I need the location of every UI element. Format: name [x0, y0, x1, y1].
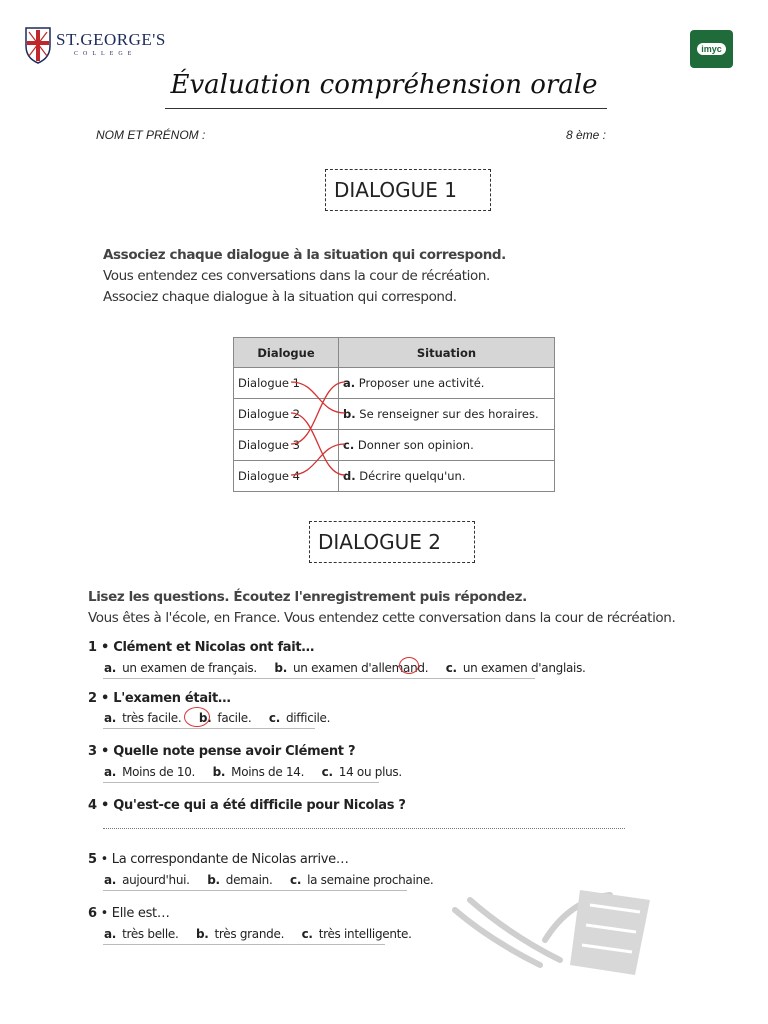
option-text[interactable]: un examen de français.	[122, 661, 257, 675]
match-line-4-c	[291, 444, 345, 475]
option-text[interactable]: un examen d'anglais.	[462, 661, 586, 675]
instruction-line: Vous êtes à l'école, en France. Vous entendez cette conversation dans la cour de récréation.	[88, 610, 676, 626]
question-number: 2	[88, 691, 97, 706]
question-6-options	[104, 927, 426, 941]
handwritten-match-lines	[233, 337, 555, 491]
table-header: Situation	[339, 338, 555, 368]
situation-text: Proposer une activité.	[358, 376, 485, 390]
option-letter: b.	[212, 765, 226, 779]
option-text[interactable]: Moins de 10.	[122, 765, 196, 779]
instruction-bold: Associez chaque dialogue à la situation qui correspond.	[103, 247, 506, 263]
option-letter: b.	[198, 711, 212, 725]
crest-icon	[24, 26, 52, 64]
question-3: 3 • Quelle note pense avoir Clément ?	[88, 744, 356, 759]
answer-circle-q2	[184, 707, 210, 727]
question-number: 1	[88, 640, 97, 655]
option-text[interactable]: très grande.	[214, 927, 285, 941]
question-6: 6 • Elle est…	[88, 906, 170, 921]
question-text: Quelle note pense avoir Clément ?	[113, 744, 356, 759]
option-text[interactable]: facile.	[217, 711, 252, 725]
option-text[interactable]: très intelligente.	[318, 927, 412, 941]
page-title: Évaluation compréhension orale	[170, 70, 598, 100]
situation-text: Se renseigner sur des horaires.	[359, 407, 539, 421]
option-text[interactable]: aujourd'hui.	[122, 873, 190, 887]
option-text[interactable]: un examen d'allemand.	[292, 661, 429, 675]
title-underline	[165, 108, 607, 109]
decorative-watermark-icon	[450, 880, 670, 980]
question-number: 5	[88, 852, 97, 867]
dialogue-1-instructions	[103, 245, 506, 308]
question-5-options	[104, 873, 447, 887]
option-letter: c.	[321, 765, 333, 779]
situation-letter: b.	[343, 407, 356, 421]
situation-letter: c.	[343, 438, 355, 452]
question-number: 6	[88, 906, 97, 921]
table-header: Dialogue	[234, 338, 339, 368]
dialogue-cell: Dialogue 1	[234, 368, 339, 399]
question-text: Qu'est-ce qui a été difficile pour Nicolas ?	[113, 798, 406, 813]
answer-line-q4[interactable]	[103, 828, 625, 829]
question-5: 5 • La correspondante de Nicolas arrive…	[88, 852, 349, 867]
question-4: 4 • Qu'est-ce qui a été difficile pour Nicolas ?	[88, 798, 406, 813]
question-underline	[103, 782, 379, 783]
question-underline	[103, 728, 315, 729]
option-letter: b.	[195, 927, 209, 941]
instruction-line: Associez chaque dialogue à la situation qui correspond.	[103, 289, 457, 305]
option-text[interactable]: difficile.	[285, 711, 331, 725]
option-letter: b.	[274, 661, 287, 675]
option-letter: c.	[301, 927, 313, 941]
question-2-options	[104, 711, 344, 725]
option-text[interactable]: très belle.	[122, 927, 179, 941]
instruction-bold: Lisez les questions. Écoutez l'enregistrement puis répondez.	[88, 589, 527, 605]
question-text: Clément et Nicolas ont fait…	[113, 640, 315, 655]
option-text[interactable]: Moins de 14.	[231, 765, 305, 779]
question-2: 2 • L'examen était…	[88, 691, 231, 706]
question-text: Elle est…	[111, 906, 170, 921]
question-underline	[103, 944, 385, 945]
question-text: L'examen était…	[113, 691, 231, 706]
question-number: 4	[88, 798, 97, 813]
option-text[interactable]: demain.	[225, 873, 273, 887]
question-underline	[103, 678, 535, 679]
situation-text: Décrire quelqu'un.	[359, 469, 466, 483]
question-3-options	[104, 765, 416, 779]
option-letter: c.	[445, 661, 457, 675]
option-letter: a.	[104, 927, 117, 941]
situation-text: Donner son opinion.	[357, 438, 474, 452]
question-1-options	[104, 661, 600, 675]
grade-label: 8 ème :	[566, 128, 607, 142]
option-letter: a.	[104, 711, 117, 725]
situation-letter: d.	[343, 469, 356, 483]
dialogue-cell: Dialogue 4	[234, 461, 339, 492]
option-text[interactable]: très facile.	[122, 711, 182, 725]
school-name: ST.GEORGE'S	[56, 30, 166, 49]
question-1: 1 • Clément et Nicolas ont fait…	[88, 640, 315, 655]
option-letter: a.	[104, 661, 117, 675]
question-underline	[103, 890, 407, 891]
dialogue-2-heading: DIALOGUE 2	[309, 521, 475, 563]
option-letter: c.	[290, 873, 302, 887]
match-line-3-a	[291, 382, 345, 444]
instruction-line: Vous entendez ces conversations dans la cour de récréation.	[103, 268, 490, 284]
option-letter: a.	[104, 873, 117, 887]
question-number: 3	[88, 744, 97, 759]
dialogue-cell: Dialogue 3	[234, 430, 339, 461]
match-line-2-d	[291, 413, 345, 475]
option-text[interactable]: la semaine prochaine.	[307, 873, 434, 887]
option-text[interactable]: 14 ou plus.	[338, 765, 402, 779]
match-line-1-b	[291, 382, 345, 413]
dialogue-1-heading: DIALOGUE 1	[325, 169, 491, 211]
school-logo	[24, 26, 164, 70]
imyc-logo-text: imyc	[697, 43, 726, 55]
situation-letter: a.	[343, 376, 356, 390]
name-label: NOM ET PRÉNOM :	[96, 128, 206, 142]
dialogue-2-instructions	[88, 587, 675, 629]
dialogue-cell: Dialogue 2	[234, 399, 339, 430]
option-letter: c.	[268, 711, 280, 725]
option-letter: a.	[104, 765, 117, 779]
question-text: La correspondante de Nicolas arrive…	[111, 852, 349, 867]
imyc-logo	[690, 30, 733, 68]
answer-circle-q1	[399, 657, 419, 674]
option-letter: b.	[207, 873, 220, 887]
school-subtitle: COLLEGE	[74, 51, 137, 57]
